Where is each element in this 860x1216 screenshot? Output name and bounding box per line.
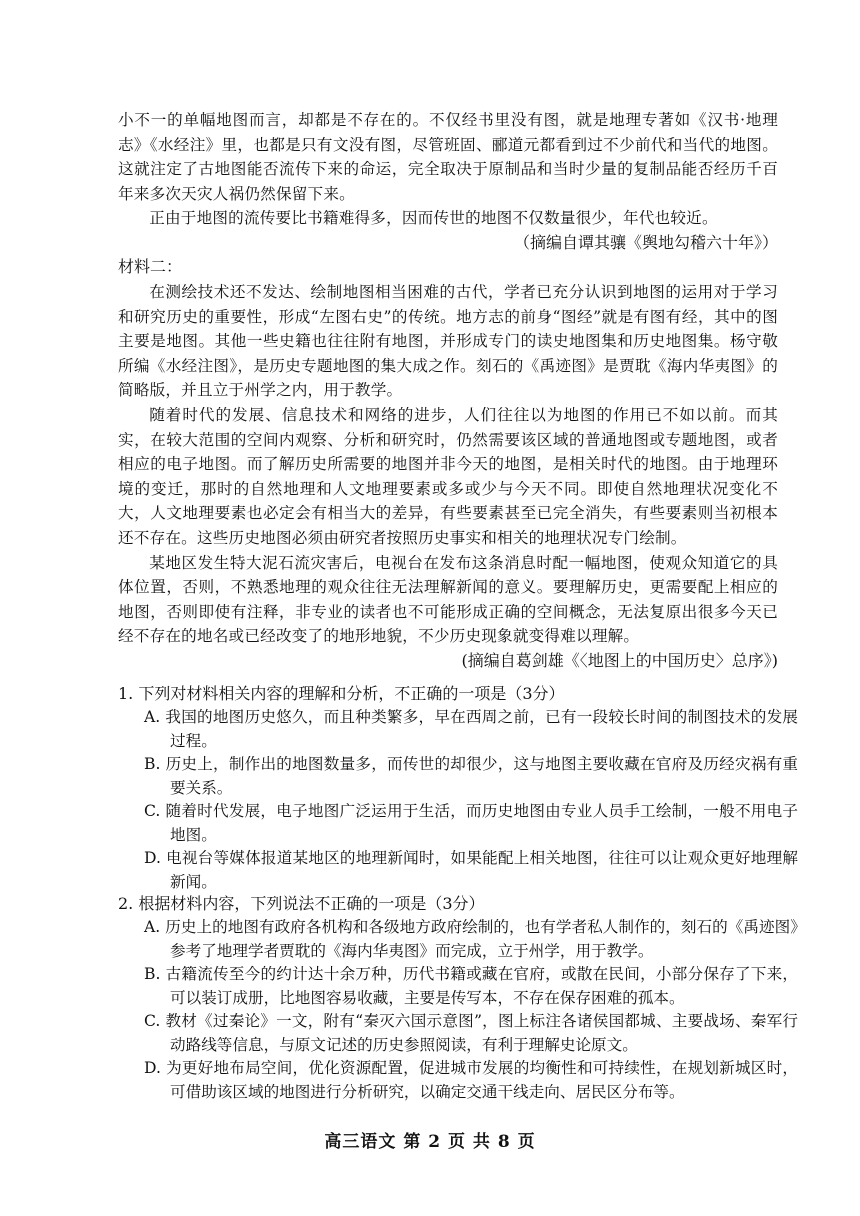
material-two-source: (摘编自葛剑雄《〈地图上的中国历史〉总序》): [461, 650, 778, 670]
material-two: [118, 280, 778, 674]
question-1-option-c: C. 随着时代发展，电子地图广泛运用于生活，而历史地图由专业人员手工绘制，一般不用电子地图。: [144, 802, 798, 844]
material-two-heading: 材料二：: [118, 257, 183, 276]
material-one-tail: [118, 108, 778, 256]
question-2-option-d: D. 为更好地布局空间，优化资源配置，促进城市发展的均衡性和可持续性，在规划新城区时，可借助该区域的地图进行分析研究，以确定交通干线走向、居民区分布等。: [144, 1059, 798, 1101]
question-2-stem: 2. 根据材料内容，下列说法不正确的一项是（3分）: [118, 894, 485, 913]
material-one-conclusion: 正由于地图的流传要比书籍难得多，因而传世的地图不仅数量很少，年代也较近。: [149, 209, 718, 228]
question-1-option-d: D. 电视台等媒体报道某地区的地理新闻时，如果能配上相关地图，往往可以让观众更好地理解新闻。: [144, 849, 798, 891]
question-1-option-a: A. 我国的地图历史悠久，而且种类繁多，早在西周之前，已有一段较长时间的制图技术的发展过程。: [144, 708, 798, 750]
material-one-paragraph: 小不一的单幅地图而言，却都是不存在的。不仅经书里没有图，就是地理专著如《汉书·地理志》《水经注》里，也都是只有文没有图，尽管班固、郦道元都看到过不少前代和当代的地图。这就注定了古地图能否流传下来的命运，完全取决于原制品和当时少量的复制品能否经历千百年来多次天灾人祸仍然保留下来。: [118, 111, 778, 203]
material-two-paragraph-3: 某地区发生特大泥石流灾害后，电视台在发布这条消息时配一幅地图，使观众知道它的具体位置，否则，不熟悉地理的观众往往无法理解新闻的意义。要理解历史，更需要配上相应的地图，否则即使有注释，非专业的读者也不可能形成正确的空间概念，无法复原出很多今天已经不存在的地名或已经改变了的地形地貌，不少历史现象就变得难以理解。: [118, 553, 778, 646]
material-two-paragraph-2: 随着时代的发展、信息技术和网络的进步，人们往往以为地图的作用已不如以前。而其实，在较大范围的空间内观察、分析和研究时，仍然需要该区域的普通地图或专题地图，或者相应的电子地图。而了解历史所需要的地图并非今天的地图，是相关时代的地图。由于地理环境的变迁，那时的自然地理和人文地理要素或多或少与今天不同。即使自然地理状况变化不大，人文地理要素也必定会有相当大的差异，有些要素甚至已完全消失，有些要素则当初根本还不存在。这些历史地图必须由研究者按照历史事实和相关的地理状况专门绘制。: [118, 405, 778, 547]
material-two-paragraph-1: 在测绘技术还不发达、绘制地图相当困难的古代，学者已充分认识到地图的运用对于学习和研究历史的重要性，形成“左图右史”的传统。地方志的前身“图经”就是有图有经，其中的图主要是地图。其他一些史籍也往往附有地图，并形成专门的读史地图集和历史地图集。杨守敬所编《水经注图》，是历史专题地图的集大成之作。刻石的《禹迹图》是贾耽《海内华夷图》的简略版，并且立于州学之内，用于教学。: [118, 283, 778, 400]
question-1-stem: 1. 下列对材料相关内容的理解和分析，不正确的一项是（3分）: [118, 684, 565, 703]
question-2: [118, 892, 798, 1104]
question-1-option-b: B. 历史上，制作出的地图数量多，而传世的却很少，这与地图主要收藏在官府及历经灾祸有重要关系。: [144, 755, 798, 797]
question-1: [118, 682, 798, 894]
question-2-option-c: C. 教材《过秦论》一文，附有“秦灭六国示意图”，图上标注各诸侯国都城、主要战场、秦军行动路线等信息，与原文记述的历史参照阅读，有利于理解史论原文。: [144, 1012, 798, 1054]
question-2-option-a: A. 历史上的地图有政府各机构和各级地方政府绘制的，也有学者私人制作的，刻石的《禹迹图》参考了地理学者贾耽的《海内华夷图》而完成，立于州学，用于教学。: [144, 918, 798, 960]
question-2-option-b: B. 古籍流传至今的约计达十余万种，历代书籍或藏在官府，或散在民间，小部分保存了下来，可以装订成册，比地图容易收藏，主要是传写本，不存在保存困难的孤本。: [144, 965, 798, 1007]
material-one-source: （摘编自谭其骧《舆地勾稽六十年》）: [513, 232, 778, 252]
page-footer: 高三语文 第 2 页 共 8 页: [324, 1132, 536, 1152]
